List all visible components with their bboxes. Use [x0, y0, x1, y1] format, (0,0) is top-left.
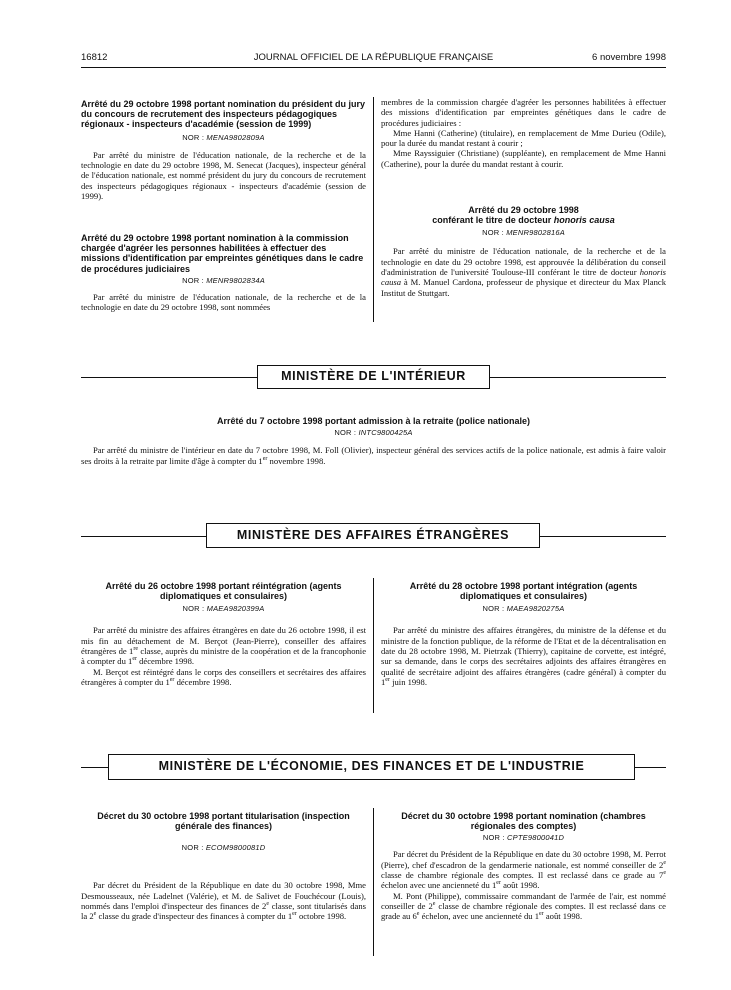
article-chambres-regionales [381, 811, 666, 921]
article-title: Arrêté du 26 octobre 1998 portant réintégration (agents diplomatiques et consulaires) [105, 581, 342, 602]
page-number: 16812 [81, 52, 108, 63]
article-integration [381, 581, 666, 687]
article-jury-nomination [81, 99, 366, 201]
article-commission-nomination [81, 233, 366, 312]
article-body: Par arrêté du ministre des affaires étrangères en date du 26 octobre 1998, il est mis fin au détachement de M. Berçot (Jean-Pierre), conseiller des affaires étrangères de 1re classe, auprès du ministre de la coopération et de la francophonie à compter du 1er décembre 1998. M. Berçot est réintégré dans le corps des conseillers et secrétaires des affaires étrangères à compter du 1er décembre 1998. [81, 625, 367, 687]
section-heading-economie: MINISTÈRE DE L'ÉCONOMIE, DES FINANCES ET DE L'INDUSTRIE [108, 754, 635, 780]
article-honoris-causa [381, 205, 666, 298]
header-rule [81, 67, 666, 68]
article-title: Décret du 30 octobre 1998 portant nomination (chambres régionales des comptes) [401, 811, 646, 832]
article-title: Décret du 30 octobre 1998 portant titularisation (inspection générale des finances) [97, 811, 350, 832]
article-body: Par décret du Président de la République en date du 30 octobre 1998, Mme Desmousseaux, née Ladelnet (Valérie), et M. de Salivet de Fouchécour (Louis), nommés dans l'emploi d'inspecteur des finances de 2e classe, sont titularisés dans la 2e classe du grade d'inspecteur des finances à compter du 1er octobre 1998. [81, 880, 366, 922]
nor-reference: NOR : MAEA9820399A [182, 604, 265, 614]
article-title: Arrêté du 29 octobre 1998 portant nomination du président du jury du concours de recrutement des inspecteurs pédagogiques régionaux - inspecteurs d'académie (session de 1999) [81, 99, 366, 130]
issue-date: 6 novembre 1998 [592, 52, 666, 63]
nor-reference: NOR : INTC9800425A [334, 428, 413, 438]
article-retraite [81, 416, 666, 466]
nor-reference: NOR : CPTE9800041D [482, 833, 565, 843]
article-reintegration [81, 581, 366, 687]
article-body: membres de la commission chargée d'agréer les personnes habilitées à effectuer des missions d'identification par empreintes génétiques dans le cadre de procédures judiciaires : Mme Hanni (Catherine) (titulaire), en remplacement de Mme Durieu (Odile), pour la durée du mandat restant à courir ; Mme Rayssiguier (Christiane) (suppléante), en remplacement de Mme Hanni (Catherine), pour la durée du mandat restant à courir. [381, 97, 666, 169]
column-divider [373, 578, 374, 713]
article-title: Arrêté du 7 octobre 1998 portant admission à la retraite (police nationale) [216, 416, 531, 426]
section-heading-etrangeres: MINISTÈRE DES AFFAIRES ÉTRANGÈRES [206, 523, 540, 548]
article-body: Par arrêté du ministre de l'éducation nationale, de la recherche et de la technologie en date du 29 octobre 1998, sont nommées [81, 291, 366, 313]
article-body: Par décret du Président de la République en date du 30 octobre 1998, M. Perrot (Pierre), chef d'escadron de la gendarmerie nationale, est nommé conseiller de 2e classe de chambre régionale des comptes. Il est reclassé dans ce grade au 7e échelon avec une ancienneté du 1er août 1998. M. Pont (Philippe), commissaire commandant de l'armée de l'air, est nommé conseiller de 2e classe de chambre régionale des comptes. Il est reclassé dans ce grade au 6e échelon, avec une ancienneté du 1er août 1998. [381, 849, 666, 922]
article-body: Par arrêté du ministre de l'intérieur en date du 7 octobre 1998, M. Foll (Olivier), inspecteur général des services actifs de la police nationale, est admis à faire valoir ses droits à la retraite par limite d'âge à compter du 1er novembre 1998. [81, 445, 666, 466]
section-heading-interieur: MINISTÈRE DE L'INTÉRIEUR [257, 365, 490, 389]
article-body: Par arrêté du ministre de l'éducation nationale, de la recherche et de la technologie en date du 29 octobre 1998, est approuvée la délibération du conseil d'administration de l'université Toulouse-III conférant le titre de docteur honoris causa à M. Manuel Cardona, professeur de physique et directeur du Max Planck Institut de Stuttgart. [381, 246, 666, 298]
journal-title: JOURNAL OFFICIEL DE LA RÉPUBLIQUE FRANÇAISE [253, 52, 494, 63]
nor-reference: NOR : MAEA9820275A [482, 604, 565, 614]
article-commission-continued [381, 97, 666, 169]
article-title: Arrêté du 29 octobre 1998 portant nomination à la commission chargée d'agréer les personnes habilitées à effectuer des missions d'identification par empreintes génétiques dans le cadre de procédures judiciaires [81, 233, 364, 274]
article-titularisation [81, 811, 366, 922]
column-divider [373, 808, 374, 956]
article-title: Arrêté du 28 octobre 1998 portant intégration (agents diplomatiques et consulaires) [409, 581, 638, 602]
column-divider [373, 97, 374, 322]
article-title: Arrêté du 29 octobre 1998 conférant le titre de docteur honoris causa [432, 205, 615, 226]
nor-reference: NOR : MENA9802809A [182, 132, 265, 142]
nor-reference: NOR : ECOM9800081D [181, 843, 266, 853]
nor-reference: NOR : MENR9802834A [182, 275, 265, 285]
article-body: Par arrêté du ministre de l'éducation nationale, de la recherche et de la technologie en date du 29 octobre 1998, M. Senecat (Jacques), inspecteur général de l'éducation nationale, est nommé président du jury du concours de recrutement des inspecteurs pédagogiques régionaux - inspecteurs d'académie (session de 1999). [81, 149, 366, 201]
nor-reference: NOR : MENR9802816A [482, 228, 565, 238]
article-body: Par arrêté du ministre des affaires étrangères, du ministre de la défense et du ministre de la fonction publique, de la réforme de l'Etat et de la décentralisation en date du 28 octobre 1998, M. Pietrzak (Thierry), capitaine de corvette, est intégré, sur sa demande, dans le corps des secrétaires adjoints des affaires étrangères en qualité de secrétaire adjoint des affaires étrangères (cadre général) à compter du 1er juin 1998. [381, 625, 666, 687]
